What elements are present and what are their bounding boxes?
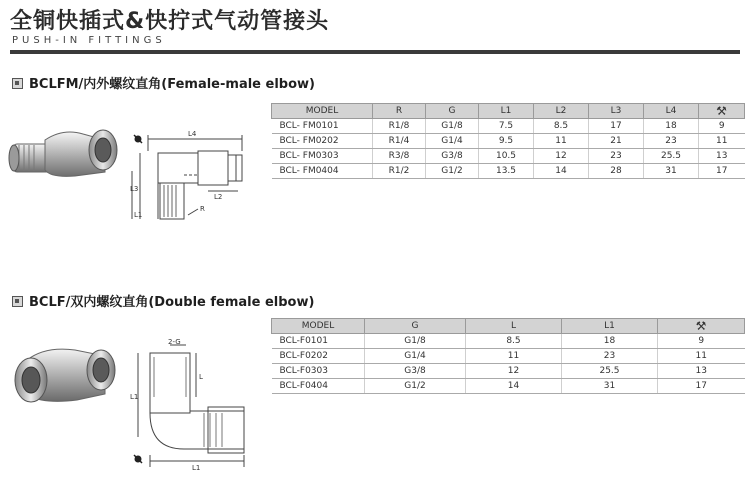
table-row bbox=[272, 119, 745, 134]
cell-wrench: 11 bbox=[658, 349, 745, 364]
section-female-male-heading bbox=[12, 73, 315, 92]
cell-r: R3/8 bbox=[373, 149, 426, 164]
table-row bbox=[272, 334, 745, 349]
wrench-icon: ⚒ bbox=[695, 319, 707, 333]
table-row bbox=[272, 349, 745, 364]
cell-l4: 31 bbox=[644, 164, 699, 179]
cell-g: G1/2 bbox=[365, 379, 466, 394]
cell-g: G1/8 bbox=[426, 119, 479, 134]
cell-l4: 18 bbox=[644, 119, 699, 134]
cell-wrench: 13 bbox=[658, 364, 745, 379]
cell-l1: 23 bbox=[562, 349, 658, 364]
cell-model: BCL-F0101 bbox=[272, 334, 365, 349]
col-model: MODEL bbox=[272, 104, 373, 119]
cell-model: BCL-F0303 bbox=[272, 364, 365, 379]
cell-g: G1/4 bbox=[426, 134, 479, 149]
cell-l: 12 bbox=[466, 364, 562, 379]
page-title: 全铜快插式&快拧式气动管接头 bbox=[10, 9, 330, 34]
cell-wrench: 9 bbox=[658, 334, 745, 349]
cell-model: BCL- FM0303 bbox=[272, 149, 373, 164]
dim-l3-label: L3 bbox=[130, 185, 139, 193]
col-wrench bbox=[658, 319, 745, 334]
dim-l4-label: L4 bbox=[188, 130, 197, 138]
col-l4: L4 bbox=[644, 104, 699, 119]
cell-g: G1/8 bbox=[365, 334, 466, 349]
table-header-row bbox=[272, 319, 745, 334]
cell-l2: 8.5 bbox=[534, 119, 589, 134]
wrench-flat-icon bbox=[134, 135, 142, 143]
col-wrench bbox=[699, 104, 745, 119]
cell-l1: 10.5 bbox=[479, 149, 534, 164]
section-female-male-title: BCLFM/内外螺纹直角(Female-male elbow) bbox=[29, 77, 315, 92]
cell-l1: 18 bbox=[562, 334, 658, 349]
cell-g: G1/4 bbox=[365, 349, 466, 364]
table-row bbox=[272, 364, 745, 379]
table-row bbox=[272, 379, 745, 394]
dim-2g-label: 2-G bbox=[168, 338, 181, 346]
double-female-elbow-photo bbox=[5, 330, 125, 420]
title-divider bbox=[10, 50, 740, 54]
col-l2: L2 bbox=[534, 104, 589, 119]
cell-wrench: 9 bbox=[699, 119, 745, 134]
col-l1: L1 bbox=[479, 104, 534, 119]
cell-l2: 14 bbox=[534, 164, 589, 179]
dim-l1-vertical-label: L1 bbox=[130, 393, 139, 401]
cell-r: R1/8 bbox=[373, 119, 426, 134]
cell-model: BCL-F0404 bbox=[272, 379, 365, 394]
female-male-elbow-spec-table bbox=[271, 103, 745, 179]
dim-l2-label: L2 bbox=[214, 193, 223, 201]
cell-wrench: 17 bbox=[699, 164, 745, 179]
col-g: G bbox=[426, 104, 479, 119]
cell-l3: 17 bbox=[589, 119, 644, 134]
col-g: G bbox=[365, 319, 466, 334]
double-female-elbow-drawing bbox=[128, 337, 253, 472]
cell-l3: 23 bbox=[589, 149, 644, 164]
cell-wrench: 11 bbox=[699, 134, 745, 149]
table-row bbox=[272, 134, 745, 149]
wrench-icon: ⚒ bbox=[716, 104, 727, 118]
page-subtitle: PUSH-IN FITTINGS bbox=[12, 35, 166, 46]
table-row bbox=[272, 149, 745, 164]
cell-l: 8.5 bbox=[466, 334, 562, 349]
cell-l3: 21 bbox=[589, 134, 644, 149]
cell-model: BCL- FM0101 bbox=[272, 119, 373, 134]
section-bullet-icon bbox=[12, 78, 23, 89]
section-double-female-title: BCLF/双内螺纹直角(Double female elbow) bbox=[29, 295, 315, 310]
cell-l2: 11 bbox=[534, 134, 589, 149]
cell-g: G1/2 bbox=[426, 164, 479, 179]
col-l1: L1 bbox=[562, 319, 658, 334]
cell-l4: 23 bbox=[644, 134, 699, 149]
dim-r-label: R bbox=[200, 205, 205, 213]
table-row bbox=[272, 164, 745, 179]
section-double-female-heading bbox=[12, 291, 314, 310]
female-male-elbow-photo bbox=[5, 110, 125, 190]
cell-l1: 31 bbox=[562, 379, 658, 394]
dim-l-label: L bbox=[199, 373, 203, 381]
table-header-row bbox=[272, 104, 745, 119]
col-r: R bbox=[373, 104, 426, 119]
cell-l1: 9.5 bbox=[479, 134, 534, 149]
cell-l1: 7.5 bbox=[479, 119, 534, 134]
cell-wrench: 13 bbox=[699, 149, 745, 164]
cell-wrench: 17 bbox=[658, 379, 745, 394]
cell-model: BCL- FM0404 bbox=[272, 164, 373, 179]
col-l3: L3 bbox=[589, 104, 644, 119]
dim-l1-horizontal-label: L1 bbox=[192, 464, 201, 472]
dim-l1-label: L1 bbox=[134, 211, 143, 219]
cell-l1: 13.5 bbox=[479, 164, 534, 179]
col-model: MODEL bbox=[272, 319, 365, 334]
cell-l2: 12 bbox=[534, 149, 589, 164]
cell-l4: 25.5 bbox=[644, 149, 699, 164]
wrench-flat-icon bbox=[134, 455, 142, 463]
cell-r: R1/4 bbox=[373, 134, 426, 149]
cell-l3: 28 bbox=[589, 164, 644, 179]
cell-g: G3/8 bbox=[365, 364, 466, 379]
cell-r: R1/2 bbox=[373, 164, 426, 179]
cell-model: BCL-F0202 bbox=[272, 349, 365, 364]
cell-l: 11 bbox=[466, 349, 562, 364]
double-female-elbow-spec-table bbox=[271, 318, 745, 394]
col-l: L bbox=[466, 319, 562, 334]
cell-model: BCL- FM0202 bbox=[272, 134, 373, 149]
cell-g: G3/8 bbox=[426, 149, 479, 164]
cell-l1: 25.5 bbox=[562, 364, 658, 379]
female-male-elbow-drawing bbox=[128, 125, 253, 235]
section-bullet-icon bbox=[12, 296, 23, 307]
cell-l: 14 bbox=[466, 379, 562, 394]
